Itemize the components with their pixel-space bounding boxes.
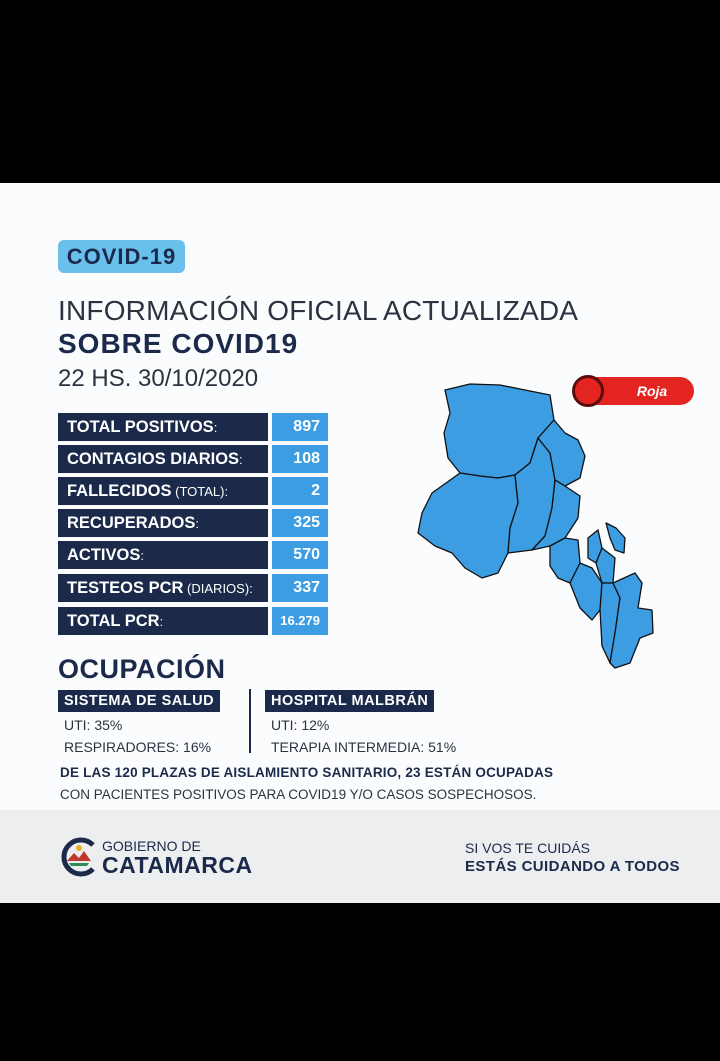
health-system-tag: SISTEMA DE SALUD	[58, 690, 220, 712]
catamarca-map	[410, 378, 660, 678]
stat-value: 897	[272, 413, 328, 441]
stat-label: TOTAL POSITIVOS:	[58, 413, 268, 441]
risk-level-badge	[572, 375, 694, 407]
title-line-2: SOBRE COVID19	[58, 328, 299, 359]
health-uti: UTI: 35%	[64, 717, 123, 733]
report-date: 22 HS. 30/10/2020	[58, 365, 259, 392]
stat-value: 570	[272, 541, 328, 569]
stat-value: 108	[272, 445, 328, 473]
map-department	[606, 523, 625, 553]
hospital-tag: HOSPITAL MALBRÁN	[265, 690, 434, 712]
covid-pill: COVID-19	[58, 240, 185, 273]
health-respirators: RESPIRADORES: 16%	[64, 739, 212, 755]
gov-label: GOBIERNO DE	[102, 838, 201, 854]
catamarca-logo-icon	[57, 835, 101, 879]
slogan-line-1: SI VOS TE CUIDÁS	[465, 840, 590, 856]
stat-label: CONTAGIOS DIARIOS:	[58, 445, 268, 473]
stat-label: ACTIVOS:	[58, 541, 268, 569]
stat-value: 325	[272, 509, 328, 537]
stat-label: FALLECIDOS (TOTAL):	[58, 477, 268, 505]
stat-label: TOTAL PCR:	[58, 607, 268, 635]
stat-label: RECUPERADOS:	[58, 509, 268, 537]
stat-label: TESTEOS PCR (DIARIOS):	[58, 574, 268, 602]
occupation-title: OCUPACIÓN	[58, 654, 226, 684]
isolation-note-line-1: DE LAS 120 PLAZAS DE AISLAMIENTO SANITARIO, 23 ESTÁN OCUPADAS	[60, 765, 554, 780]
red-dot-icon	[572, 375, 604, 407]
gov-name: CATAMARCA	[102, 852, 253, 878]
hospital-intermediate: TERAPIA INTERMEDIA: 51%	[271, 739, 457, 755]
title-line-1: INFORMACIÓN OFICIAL ACTUALIZADA	[58, 295, 579, 326]
stat-value: 16.279	[272, 607, 328, 635]
isolation-note-line-2: CON PACIENTES POSITIVOS PARA COVID19 Y/O CASOS SOSPECHOSOS.	[60, 787, 537, 802]
hospital-uti: UTI: 12%	[271, 717, 330, 733]
footer	[0, 810, 720, 903]
infographic-card	[0, 183, 720, 903]
stat-value: 2	[272, 477, 328, 505]
map-department	[610, 573, 653, 668]
slogan-line-2: ESTÁS CUIDANDO A TODOS	[465, 858, 680, 875]
occupation-divider	[249, 689, 251, 753]
risk-level-label: Roja	[636, 383, 668, 399]
map-department	[418, 473, 518, 578]
stat-value: 337	[272, 574, 328, 602]
